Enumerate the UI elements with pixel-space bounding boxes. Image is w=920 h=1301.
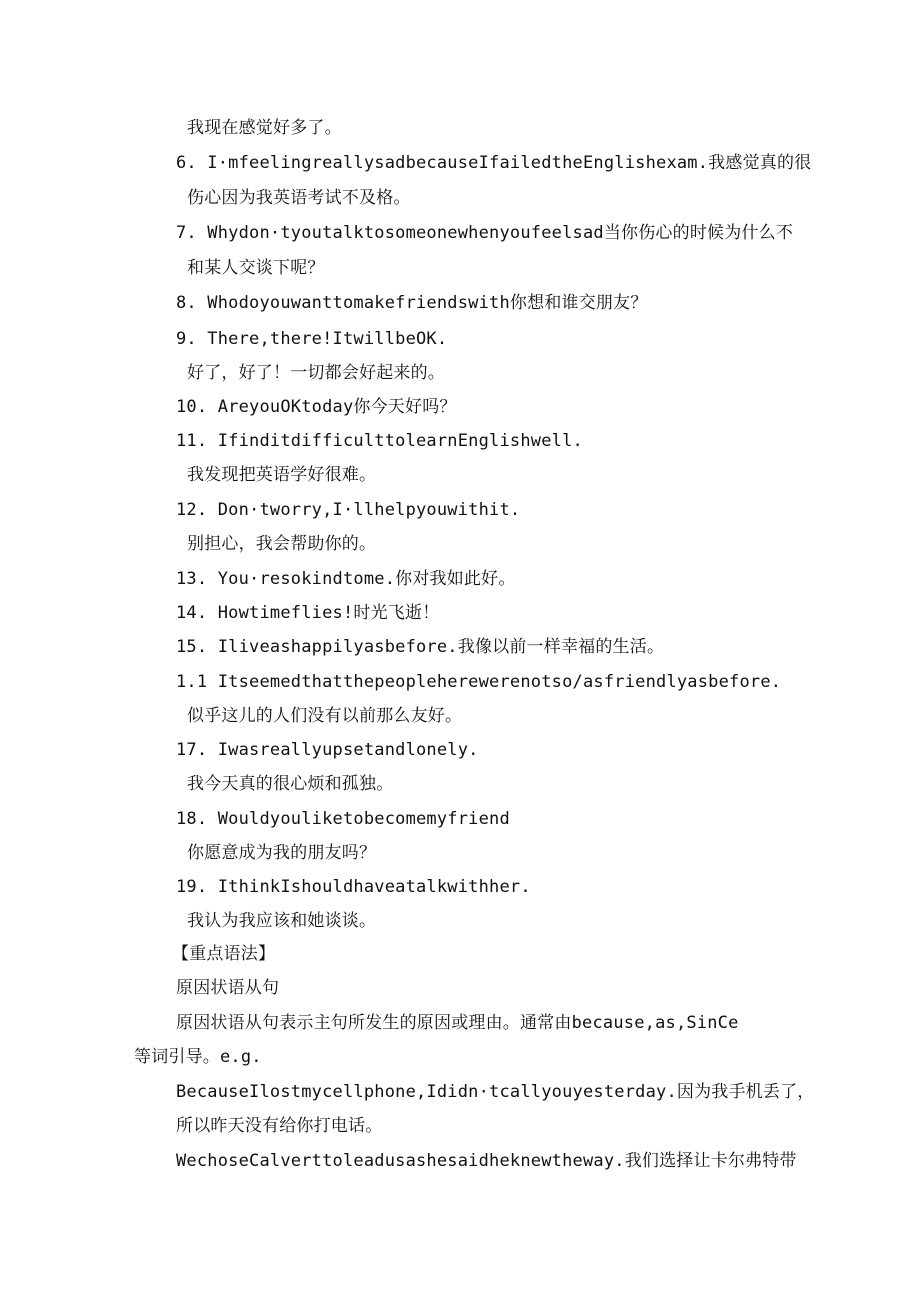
text-line: 我今天真的很心烦和孤独。 [187,774,394,794]
text-line: 12. Don·tworry,I·llhelpyouwithit. [176,500,521,520]
text-line: 好了，好了！一切都会好起来的。 [187,363,445,383]
text-line: 6. I·mfeelingreallysadbecauseIfailedtheEnglishexam.我感觉真的很 [176,153,812,173]
text-line: 等词引导。e.g. [134,1047,262,1067]
subheading: 原因状语从句 [176,978,280,998]
text-line: 18. Wouldyouliketobecomemyfriend [176,809,510,829]
text-line: BecauseIlostmycellphone,Ididn·tcallyouyesterday.因为我手机丢了， [176,1082,815,1102]
text-line: 和某人交谈下呢？ [187,258,325,278]
text-line: 9. There,there!ItwillbeOK. [176,329,448,349]
text-line: 原因状语从句表示主句所发生的原因或理由。通常由because,as,SinCe [176,1013,739,1033]
text-line: 13. You·resokindtome.你对我如此好。 [176,569,516,589]
text-line: 19. IthinkIshouldhaveatalkwithher. [176,877,531,897]
text-line: 所以昨天没有给你打电话。 [176,1116,383,1136]
text-line: 1.1 Itseemedthatthepeopleherewerenotso/asfriendlyasbefore. [176,672,782,692]
text-line: 我认为我应该和她谈谈。 [187,911,377,931]
text-line: 我现在感觉好多了。 [187,118,342,138]
text-line: 别担心，我会帮助你的。 [187,534,377,554]
text-line: 11. IfinditdifficulttolearnEnglishwell. [176,431,583,451]
text-line: 似乎这儿的人们没有以前那么友好。 [187,706,463,726]
text-line: 伤心因为我英语考试不及格。 [187,188,411,208]
text-line: WechoseCalverttoleadusashesaidheknewtheway.我们选择让卡尔弗特带 [176,1151,797,1171]
text-line: 14. Howtimeflies!时光飞逝！ [176,603,440,623]
text-line: 15. Iliveashappilyasbefore.我像以前一样幸福的生活。 [176,637,665,657]
text-line: 我发现把英语学好很难。 [187,465,377,485]
text-line: 17. Iwasreallyupsetandlonely. [176,740,479,760]
text-line: 10. AreyouOKtoday你今天好吗？ [176,397,457,417]
text-line: 7. Whydon·tyoutalktosomeonewhenyoufeelsad当你伤心的时候为什么不 [176,223,794,243]
section-heading: 【重点语法】 [172,944,276,964]
text-line: 你愿意成为我的朋友吗？ [187,843,377,863]
text-line: 8. Whodoyouwanttomakefriendswith你想和谁交朋友？ [176,293,648,313]
